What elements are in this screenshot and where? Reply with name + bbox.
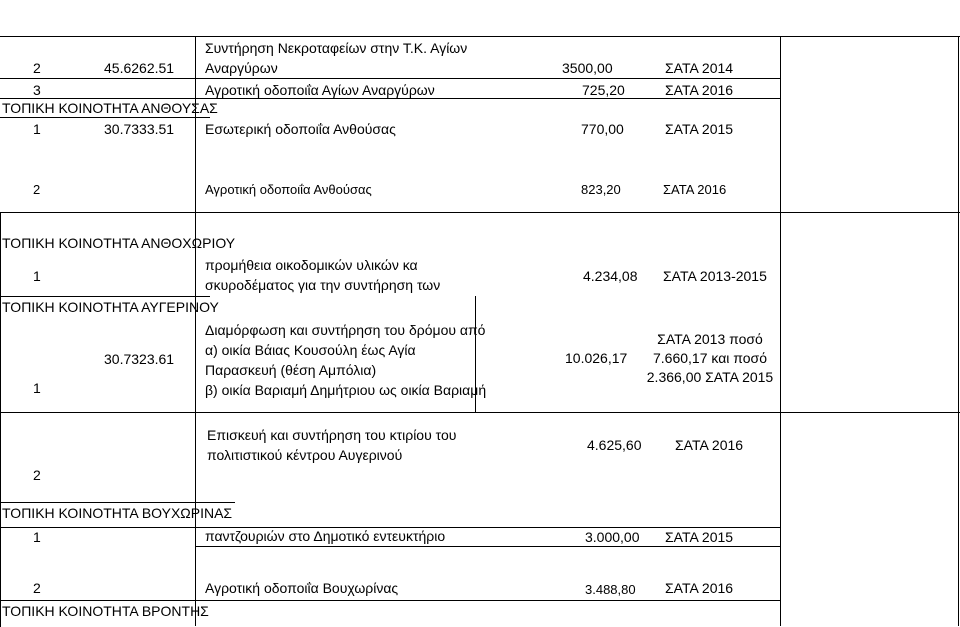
row-amount: 3500,00 bbox=[562, 60, 613, 76]
row-amount: 4.234,08 bbox=[583, 268, 638, 284]
row-code: 30.7333.51 bbox=[104, 121, 175, 137]
row-number: 3 bbox=[33, 82, 41, 98]
row-number: 1 bbox=[33, 529, 41, 545]
column-border bbox=[958, 36, 959, 626]
section-heading: ΤΟΠΙΚΗ ΚΟΙΝΟΤΗΤΑ ΒΡΟΝΤΗΣ bbox=[2, 603, 209, 619]
row-source: ΣΑΤΑ 2016 bbox=[663, 182, 727, 197]
row-description: προμήθεια οικοδομικών υλικών κα bbox=[205, 257, 418, 273]
row-border bbox=[0, 600, 780, 601]
row-number: 2 bbox=[33, 580, 41, 596]
column-border bbox=[0, 212, 1, 412]
row-source: ΣΑΤΑ 2015 bbox=[665, 121, 734, 137]
section-heading: ΤΟΠΙΚΗ ΚΟΙΝΟΤΗΤΑ ΒΟΥΧΩΡΙΝΑΣ bbox=[2, 505, 233, 521]
row-border bbox=[0, 502, 235, 503]
row-amount: 725,20 bbox=[582, 82, 625, 98]
row-border bbox=[0, 117, 210, 118]
row-amount: 3.000,00 bbox=[585, 529, 640, 545]
row-description: α) οικία Βάιας Κουσούλη έως Αγία bbox=[205, 342, 416, 358]
row-number: 2 bbox=[33, 60, 41, 76]
row-code: 45.6262.51 bbox=[104, 60, 175, 76]
row-border bbox=[0, 412, 960, 413]
section-heading: ΤΟΠΙΚΗ ΚΟΙΝΟΤΗΤΑ ΑΥΓΕΡΙΝΟΥ bbox=[2, 299, 219, 315]
row-number: 1 bbox=[33, 268, 41, 284]
row-source: 7.660,17 και ποσό bbox=[653, 350, 767, 366]
row-description: Συντήρηση Νεκροταφείων στην Τ.Κ. Αγίων bbox=[205, 40, 468, 56]
row-amount: 4.625,60 bbox=[587, 437, 642, 453]
column-border bbox=[780, 36, 781, 626]
row-description: Αγροτική οδοποιΐα Ανθούσας bbox=[205, 182, 372, 197]
row-border bbox=[195, 546, 780, 547]
row-amount: 770,00 bbox=[581, 121, 624, 137]
column-border bbox=[195, 36, 196, 626]
row-source: ΣΑΤΑ 2014 bbox=[665, 60, 734, 76]
row-description: Διαμόρφωση και συντήρηση του δρόμου από bbox=[205, 322, 486, 338]
section-heading: ΤΟΠΙΚΗ ΚΟΙΝΟΤΗΤΑ ΑΝΘΟΥΣΑΣ bbox=[2, 100, 218, 116]
section-heading: ΤΟΠΙΚΗ ΚΟΙΝΟΤΗΤΑ ΑΝΘΟΧΩΡΙΟΥ bbox=[2, 235, 236, 251]
row-source: ΣΑΤΑ 2016 bbox=[665, 82, 734, 98]
row-description: πολιτιστικού κέντρου Αυγερινού bbox=[207, 447, 403, 463]
row-code: 30.7323.61 bbox=[104, 351, 175, 367]
row-number: 2 bbox=[33, 182, 41, 197]
row-source: 2.366,00 ΣΑΤΑ 2015 bbox=[646, 369, 774, 385]
row-border bbox=[0, 212, 960, 213]
row-description: β) οικία Βαριαμή Δημήτριου ως οικία Βαριαμή bbox=[205, 382, 487, 398]
row-description: Αναργύρων bbox=[205, 60, 278, 76]
row-description: Εσωτερική οδοποιΐα Ανθούσας bbox=[205, 121, 396, 137]
row-source: ΣΑΤΑ 2016 bbox=[675, 437, 744, 453]
column-border bbox=[0, 412, 1, 627]
row-border bbox=[0, 36, 960, 37]
row-description: παντζουριών στο Δημοτικό εντευκτήριο bbox=[205, 528, 446, 544]
row-source: ΣΑΤΑ 2013 ποσό bbox=[657, 331, 763, 347]
row-description: Αγροτική οδοποιΐα Αγίων Αναργύρων bbox=[205, 82, 435, 98]
row-number: 1 bbox=[33, 380, 41, 396]
row-number: 1 bbox=[33, 121, 41, 137]
row-amount: 10.026,17 bbox=[565, 350, 628, 366]
row-source: ΣΑΤΑ 2016 bbox=[665, 580, 734, 596]
row-amount: 3.488,80 bbox=[585, 582, 636, 597]
row-source: ΣΑΤΑ 2015 bbox=[665, 529, 734, 545]
row-description: Επισκευή και συντήρηση του κτιρίου του bbox=[207, 427, 457, 443]
row-source: ΣΑΤΑ 2013-2015 bbox=[663, 268, 767, 284]
row-border bbox=[0, 296, 210, 297]
row-description: σκυροδέματος για την συντήρηση των bbox=[205, 277, 441, 293]
row-number: 2 bbox=[33, 467, 41, 483]
row-description: Αγροτική οδοποιΐα Βουχωρίνας bbox=[205, 580, 399, 596]
row-description: Παρασκευή (θέση Αμπόλια) bbox=[205, 362, 377, 378]
row-amount: 823,20 bbox=[581, 182, 621, 197]
row-border bbox=[0, 78, 780, 79]
